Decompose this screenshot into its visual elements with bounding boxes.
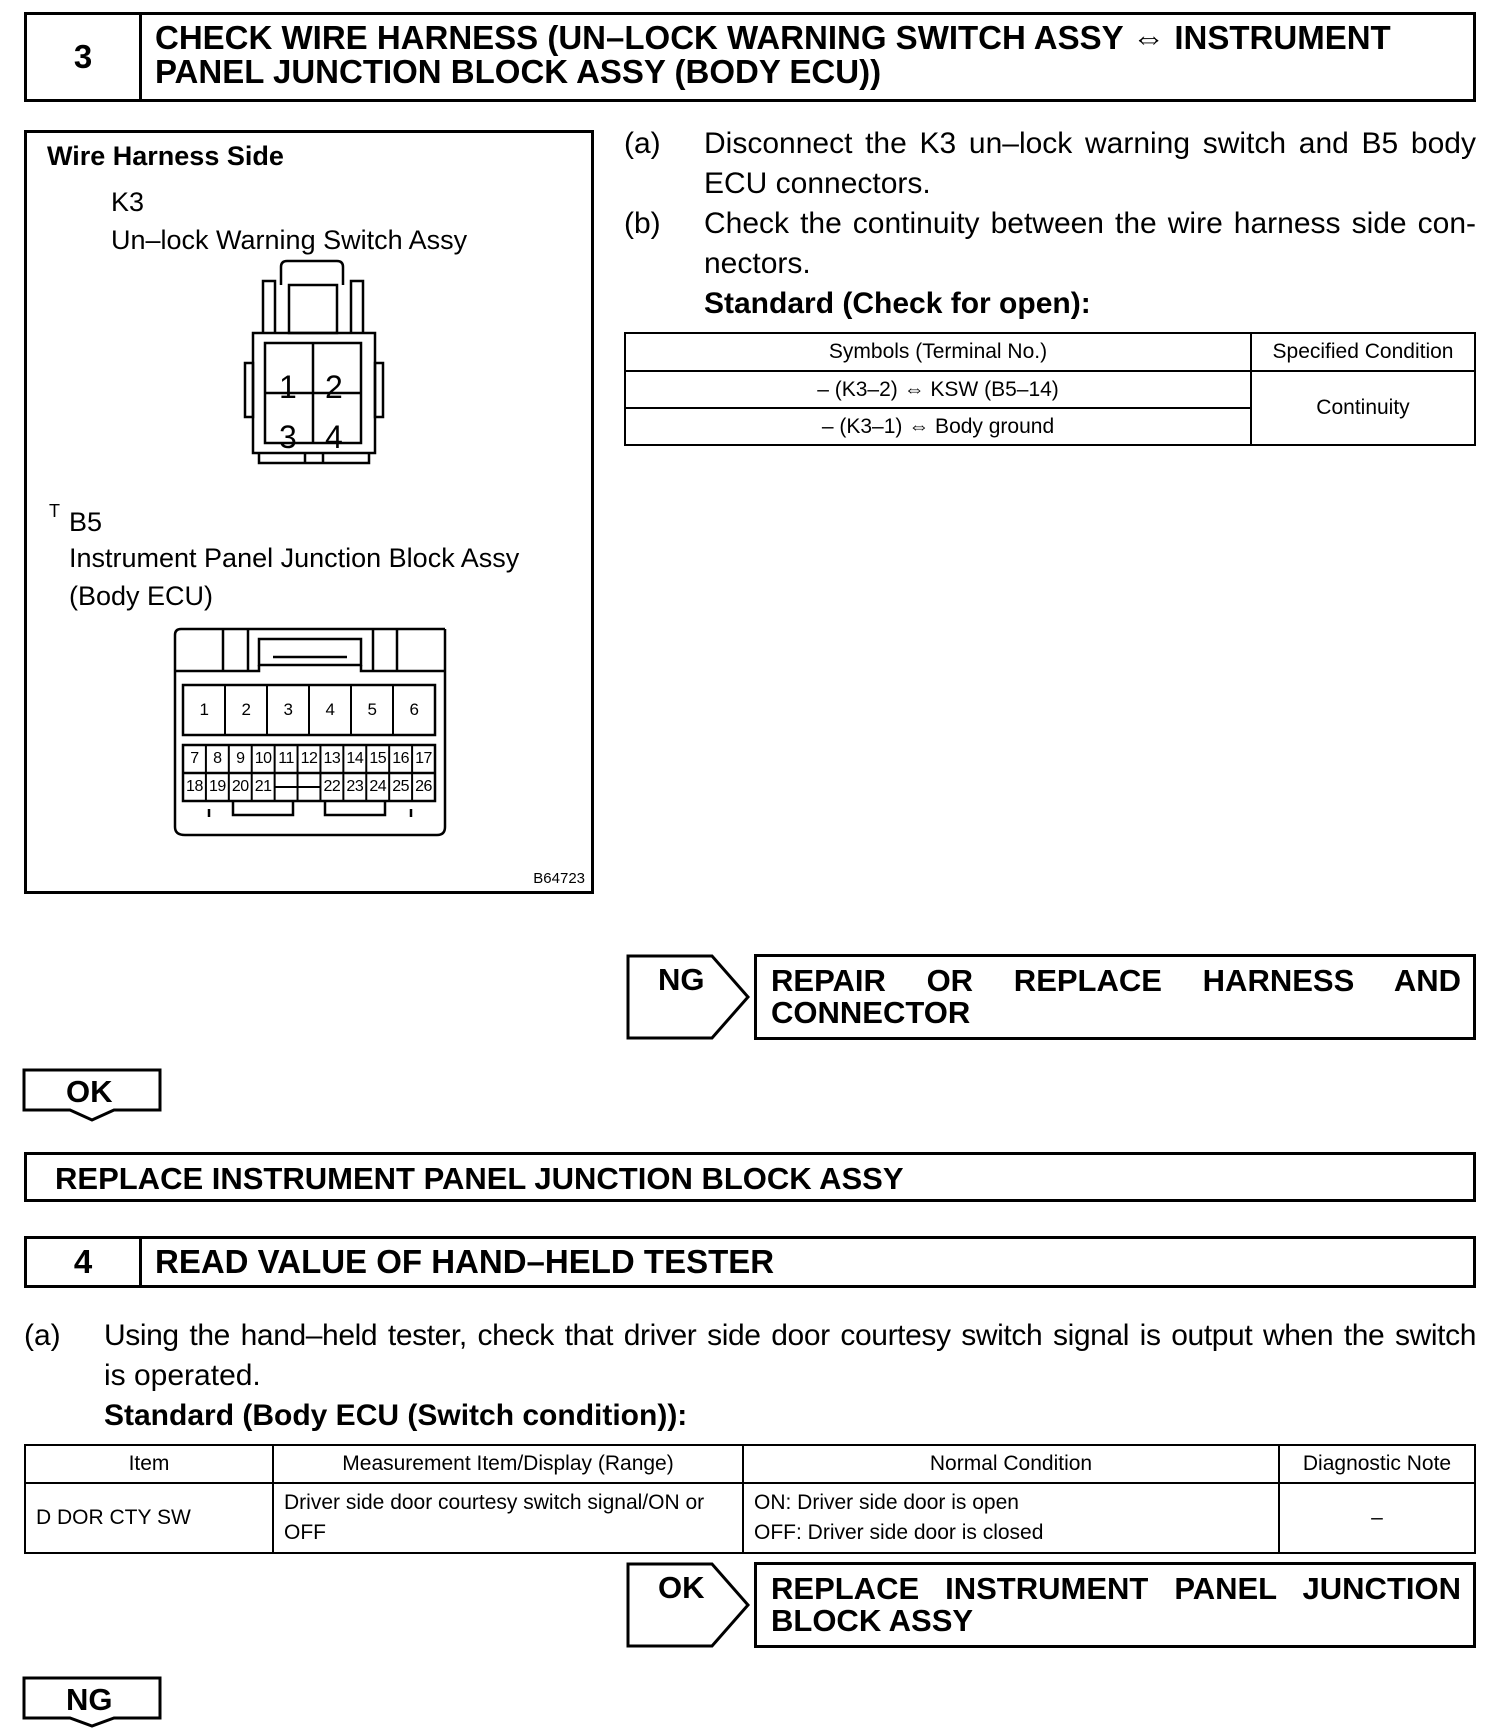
- step3-b-line1: Check the continuity between the wire harness side con-: [704, 207, 1476, 240]
- step-3-header: [24, 12, 1476, 102]
- b5-top-pin-2: 2: [241, 700, 251, 719]
- b5-row2-pin-8: 8: [213, 750, 222, 767]
- step-4-header: [24, 1236, 1476, 1288]
- b5-row2-pin-12: 12: [300, 750, 318, 767]
- table2-header-normal: Normal Condition: [743, 1445, 1279, 1483]
- b5-row2-pin-13: 13: [323, 750, 341, 767]
- b5-row2-pin-9: 9: [236, 750, 245, 767]
- ng-result-line2: CONNECTOR: [771, 995, 971, 1030]
- k3-code: K3: [111, 187, 145, 217]
- b5-row3-pin-18: 18: [186, 778, 203, 795]
- k3-pin-3: 3: [279, 419, 297, 455]
- table2-normal-line1: ON: Driver side door is open: [754, 1491, 1019, 1514]
- ok-label-2: OK: [658, 1570, 705, 1605]
- b5-pin-labels: [173, 627, 449, 843]
- step3-a-line2: ECU connectors.: [704, 167, 931, 200]
- ok-result-box: [24, 1152, 1476, 1202]
- k3-connector-diagram: [243, 259, 387, 479]
- k3-pin-2: 2: [325, 369, 343, 405]
- b5-row3-pin-24: 24: [369, 778, 387, 795]
- continuity-table: [624, 332, 1476, 446]
- b5-code: B5: [69, 507, 103, 537]
- table2-header-measurement: Measurement Item/Display (Range): [273, 1445, 743, 1483]
- tester-value-table: [24, 1444, 1476, 1554]
- table2-measurement-line1: Driver side door courtesy switch signal/ON or: [284, 1491, 705, 1514]
- b5-top-pin-5: 5: [367, 700, 377, 719]
- step3-b-label: (b): [624, 207, 661, 240]
- ok-result-2-line1: REPLACE INSTRUMENT PANEL JUNCTION: [771, 1571, 1461, 1606]
- b5-row2-pin-17: 17: [415, 750, 432, 767]
- k3-pin-1: 1: [279, 369, 297, 405]
- step3-a-line1: Disconnect the K3 un–lock warning switch and B5 body: [704, 127, 1476, 160]
- b5-top-pin-1: 1: [199, 700, 209, 719]
- b5-row2-pin-15: 15: [369, 750, 387, 767]
- b5-row3-pin-22: 22: [323, 778, 341, 795]
- step4-title: READ VALUE OF HAND–HELD TESTER: [155, 1243, 775, 1280]
- b5-name-line1: Instrument Panel Junction Block Assy: [69, 543, 520, 573]
- b5-row2-pin-16: 16: [392, 750, 410, 767]
- k3-pin-4: 4: [325, 419, 343, 455]
- b5-top-pin-6: 6: [409, 700, 419, 719]
- ng-result-line1: REPAIR OR REPLACE HARNESS AND: [771, 963, 1461, 998]
- table2-measurement-line2: OFF: [284, 1521, 326, 1544]
- step4-number: 4: [27, 1239, 142, 1285]
- b5-top-pin-4: 4: [325, 700, 335, 719]
- step-number: 3: [27, 15, 142, 99]
- step-title-line1: CHECK WIRE HARNESS (UN–LOCK WARNING SWITCH ASSY ⇔ INSTRUMENT: [155, 19, 1391, 56]
- step4-a-label: (a): [24, 1319, 61, 1352]
- step-title: [155, 21, 1453, 89]
- ng-label-2: NG: [66, 1682, 113, 1717]
- b5-row3-pin-20: 20: [231, 778, 249, 795]
- b5-row2-pin-11: 11: [278, 750, 294, 767]
- table2-normal: [743, 1483, 1279, 1553]
- ng-result-box: [754, 954, 1476, 1040]
- table2-header-note: Diagnostic Note: [1279, 1445, 1475, 1483]
- ok-result-text: REPLACE INSTRUMENT PANEL JUNCTION BLOCK ASSY: [55, 1161, 904, 1196]
- ok-result-2-line2: BLOCK ASSY: [771, 1603, 974, 1638]
- b5-row2-pin-7: 7: [190, 750, 199, 767]
- ng-label: NG: [658, 962, 705, 997]
- step4-standard: Standard (Body ECU (Switch condition)):: [104, 1399, 688, 1432]
- b5-prefix: T: [49, 501, 60, 521]
- figure-id: B64723: [533, 870, 585, 887]
- step3-a-label: (a): [624, 127, 661, 160]
- b5-row3-pin-19: 19: [208, 778, 226, 795]
- table2-normal-line2: OFF: Driver side door is closed: [754, 1521, 1044, 1544]
- step4-a-line1: Using the hand–held tester, check that driver side door courtesy switch signal is output when the switch: [104, 1319, 1476, 1352]
- table1-header-symbols: Symbols (Terminal No.): [625, 333, 1251, 371]
- figure-heading: Wire Harness Side: [47, 141, 284, 171]
- b5-row3-pin-21: 21: [254, 778, 272, 795]
- b5-row3-pin-23: 23: [346, 778, 364, 795]
- table1-condition: Continuity: [1251, 371, 1475, 445]
- table2-measurement: [273, 1483, 743, 1553]
- b5-row2-pin-10: 10: [254, 750, 272, 767]
- b5-top-pin-3: 3: [283, 700, 293, 719]
- step3-standard: Standard (Check for open):: [704, 287, 1091, 320]
- table2-note: –: [1279, 1483, 1475, 1553]
- ok-label: OK: [66, 1074, 113, 1109]
- ok-result-box-2: [754, 1562, 1476, 1648]
- table2-item: D DOR CTY SW: [25, 1483, 273, 1553]
- table1-row-2: – (K3–1) ⇔ Body ground: [625, 408, 1251, 445]
- b5-name-line2: (Body ECU): [69, 581, 214, 611]
- table1-row-1: – (K3–2) ⇔ KSW (B5–14): [625, 371, 1251, 408]
- b5-row3-pin-25: 25: [392, 778, 410, 795]
- table2-header-item: Item: [25, 1445, 273, 1483]
- b5-row2-pin-14: 14: [346, 750, 364, 767]
- step-title-line2: PANEL JUNCTION BLOCK ASSY (BODY ECU)): [155, 53, 882, 90]
- table1-header-condition: Specified Condition: [1251, 333, 1475, 371]
- k3-name: Un–lock Warning Switch Assy: [111, 225, 468, 255]
- b5-row3-pin-26: 26: [415, 778, 432, 795]
- step4-a-line2: is operated.: [104, 1359, 261, 1392]
- step3-b-line2: nectors.: [704, 247, 811, 280]
- connector-figure: [24, 130, 594, 894]
